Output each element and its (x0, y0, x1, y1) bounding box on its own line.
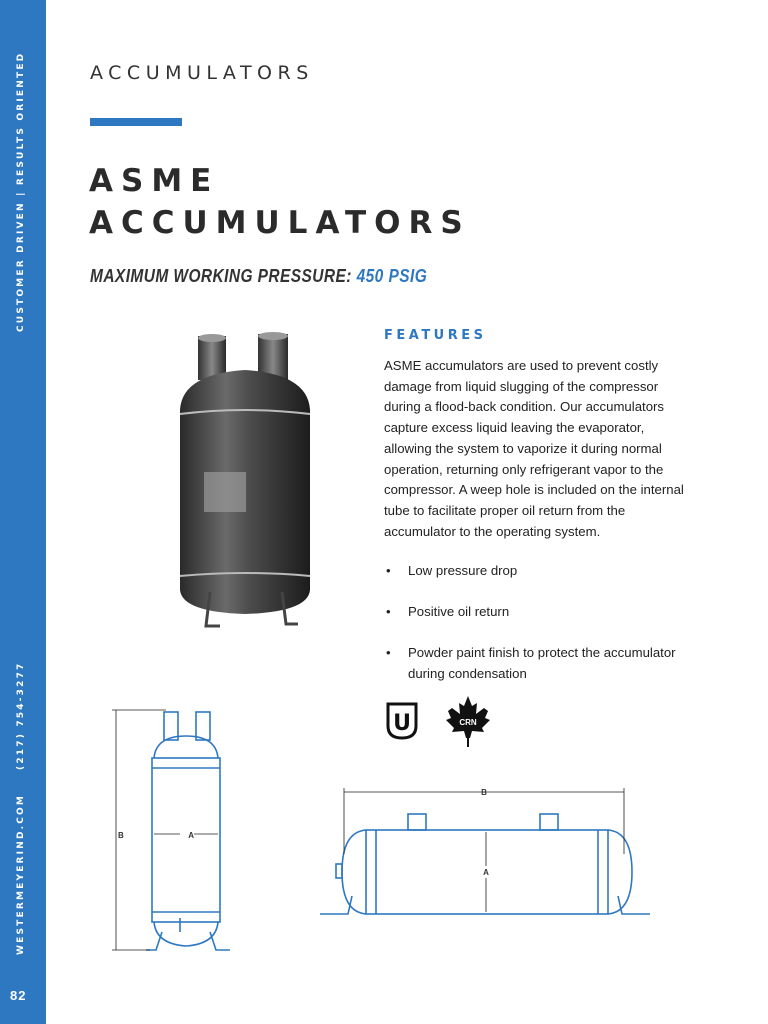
pressure-label: MAXIMUM WORKING PRESSURE: (90, 266, 357, 286)
vertical-accumulator-diagram (106, 706, 266, 958)
page-title (89, 160, 471, 244)
sidebar-phone: (217) 754-3277 (16, 661, 26, 770)
features-list (384, 560, 684, 704)
features-description: ASME accumulators are used to prevent costly damage from liquid slugging of the compressor during a flood-back condition. Our accumulators capture excess liquid leaving the evaporator, allowing the system to vaporize it during normal operation, returning only refrigerant vapor to the compressor. A weep hole is included on the internal tube to facilitate proper oil return from the accumulator to the operating system. (384, 358, 684, 539)
page-title-line2: ACCUMULATORS (89, 205, 471, 241)
vertical-dim-b: B (118, 831, 124, 840)
page-title-line1: ASME (89, 163, 220, 199)
u-stamp-label: U (393, 711, 411, 736)
horizontal-dim-a: A (483, 868, 489, 877)
features-heading: FEATURES (384, 328, 487, 343)
sidebar-website: WESTERMEYERIND.COM (16, 793, 26, 955)
sidebar (0, 0, 46, 1024)
list-item: • Low pressure drop (384, 560, 684, 581)
crn-maple-leaf-icon (444, 694, 492, 748)
list-item: • Powder paint finish to protect the accumulator during condensation (384, 642, 684, 684)
pressure-rating (90, 266, 427, 287)
crn-label: CRN (459, 718, 477, 727)
horizontal-dim-b: B (481, 788, 487, 797)
vertical-dim-a: A (188, 831, 194, 840)
accumulator-photo (170, 330, 320, 630)
asme-u-stamp-icon (384, 700, 420, 742)
pressure-value: 450 PSIG (356, 266, 428, 286)
section-title: ACCUMULATORS (90, 62, 314, 84)
accent-bar (90, 118, 182, 126)
list-item: • Positive oil return (384, 601, 684, 622)
sidebar-tagline: CUSTOMER DRIVEN | RESULTS ORIENTED (16, 51, 26, 332)
page-number: 82 (10, 988, 27, 1003)
horizontal-accumulator-diagram (318, 784, 652, 920)
